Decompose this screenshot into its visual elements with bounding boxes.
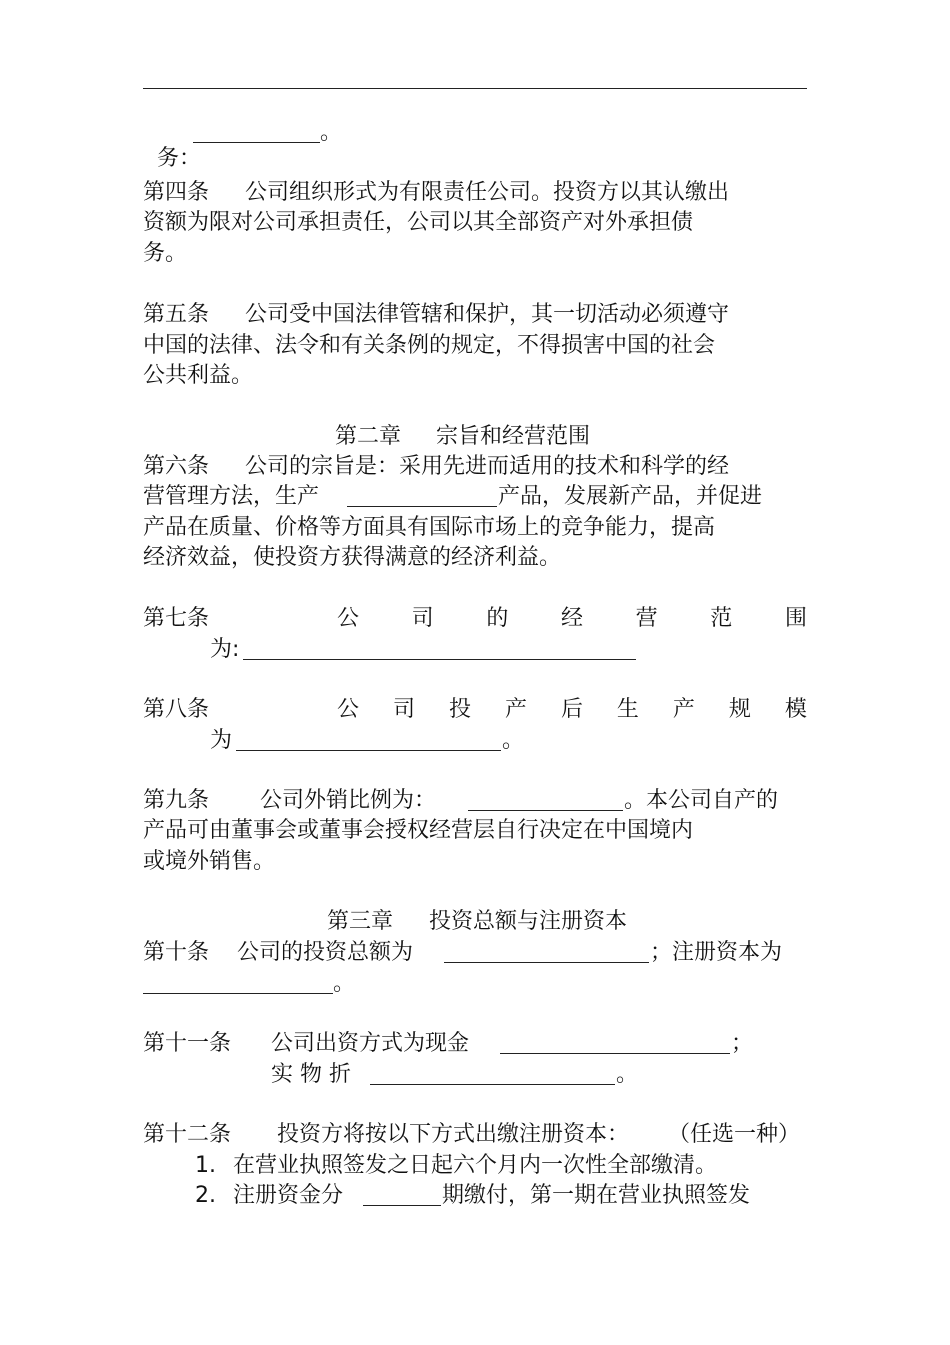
text-line: ；注册资本为 bbox=[650, 940, 783, 965]
text-line: 公司出资方式为现金 bbox=[271, 1031, 470, 1056]
text-line: 资额为限对公司承担责任，公司以其全部资产对外承担债 bbox=[143, 210, 694, 235]
text-line: 。 bbox=[616, 1062, 639, 1087]
text-line: 产品可由董事会或董事会授权经营层自行决定在中国境内 bbox=[143, 818, 694, 843]
text-line: 公司受中国法律管辖和保护，其一切活动必须遵守 bbox=[245, 302, 730, 327]
text-line: 公司的宗旨是：采用先进而适用的技术和科学的经 bbox=[245, 454, 730, 479]
text-line: 公共利益。 bbox=[143, 363, 254, 388]
text-line: （任选一种） bbox=[668, 1122, 801, 1147]
blank-field bbox=[347, 486, 497, 507]
blank-field bbox=[243, 639, 636, 660]
article-heading: 第七条 bbox=[143, 606, 210, 631]
chapter-title: 投资总额与注册资本 bbox=[429, 909, 628, 934]
blank-field bbox=[444, 942, 649, 963]
text-line: 为 bbox=[210, 728, 233, 753]
blank-field bbox=[500, 1033, 730, 1054]
text-line: 。 bbox=[502, 728, 525, 753]
list-item: 注册资金分 bbox=[233, 1183, 344, 1208]
text-line: 中国的法律、法令和有关条例的规定，不得损害中国的社会 bbox=[143, 333, 716, 358]
text-line: 实 物 折 bbox=[271, 1062, 351, 1087]
text-line: 产品，发展新产品，并促进 bbox=[498, 484, 763, 509]
article-heading: 第九条 bbox=[143, 788, 210, 813]
article-heading: 第五条 bbox=[143, 302, 210, 327]
text-line: 公司组织形式为有限责任公司。投资方以其认缴出 bbox=[245, 180, 730, 205]
text-line: 为: bbox=[210, 637, 240, 662]
header-rule bbox=[143, 88, 807, 89]
text-line: 产品在质量、价格等方面具有国际市场上的竞争能力，提高 bbox=[143, 515, 716, 540]
text-line: 务： bbox=[157, 146, 202, 171]
text-line: 或境外销售。 bbox=[143, 849, 276, 874]
article-heading: 第十二条 bbox=[143, 1122, 232, 1147]
blank-field bbox=[236, 730, 501, 751]
article-heading: 第四条 bbox=[143, 180, 210, 205]
chapter-heading: 第二章 bbox=[335, 424, 402, 449]
blank-field bbox=[468, 790, 623, 811]
list-number: 1. bbox=[195, 1153, 216, 1178]
text-line: 投资方将按以下方式出缴注册资本： bbox=[277, 1122, 630, 1147]
text-line: 营管理方法，生产 bbox=[143, 484, 320, 509]
list-number: 2. bbox=[195, 1183, 216, 1208]
article-heading: 第六条 bbox=[143, 454, 210, 479]
text-line: 经济效益，使投资方获得满意的经济利益。 bbox=[143, 545, 562, 570]
chapter-title: 宗旨和经营范围 bbox=[436, 424, 591, 449]
list-item: 在营业执照签发之日起六个月内一次性全部缴清。 bbox=[233, 1153, 718, 1178]
text-line: 务。 bbox=[143, 241, 188, 266]
text-line: 公司外销比例为： bbox=[260, 788, 437, 813]
chapter-heading: 第三章 bbox=[327, 909, 394, 934]
text-line: 公司的投资总额为 bbox=[237, 940, 414, 965]
blank-field bbox=[370, 1064, 615, 1085]
spread-text: 公 司 的 经 营 范 围 bbox=[337, 606, 807, 631]
article-heading: 第十一条 bbox=[143, 1031, 232, 1056]
blank-field bbox=[363, 1185, 441, 1206]
spread-text: 公 司 投 产 后 生 产 规 模 bbox=[337, 697, 807, 722]
article-heading: 第十条 bbox=[143, 940, 210, 965]
text-line: ； bbox=[731, 1031, 754, 1056]
text-line: 。 bbox=[320, 120, 343, 145]
blank-field bbox=[143, 973, 333, 994]
text-line: 。 bbox=[333, 971, 356, 996]
text-line: 。本公司自产的 bbox=[624, 788, 779, 813]
article-heading: 第八条 bbox=[143, 697, 210, 722]
blank-field bbox=[193, 122, 320, 143]
list-item: 期缴付，第一期在营业执照签发 bbox=[442, 1183, 751, 1208]
